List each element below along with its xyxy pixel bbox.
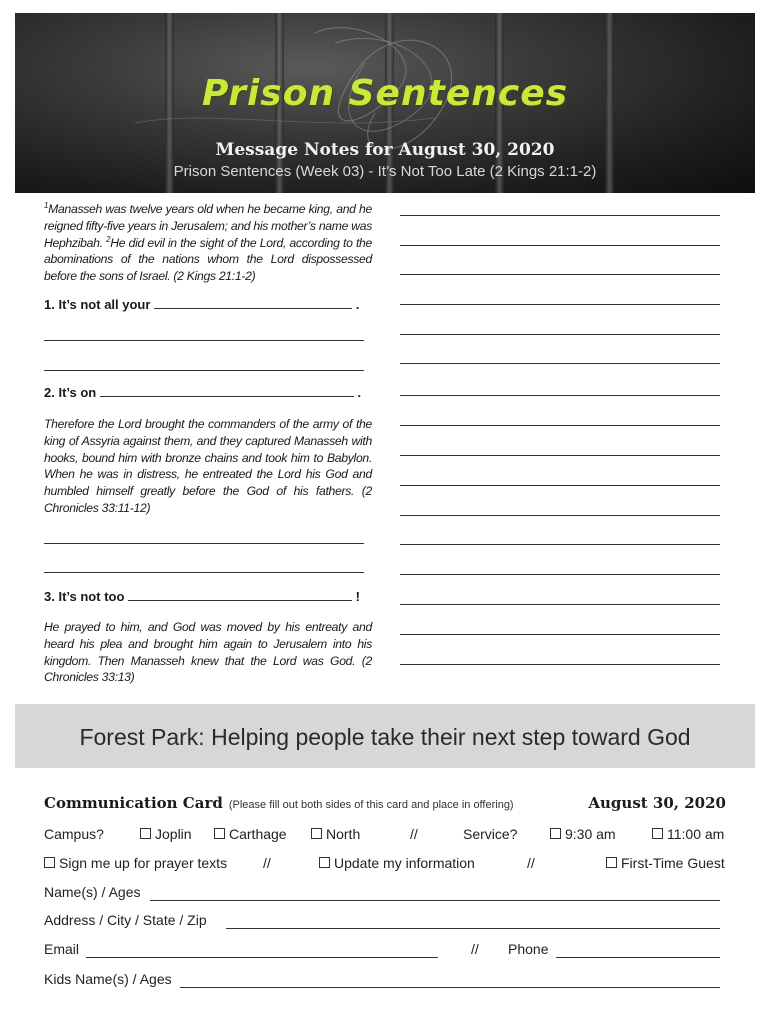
note-line[interactable] [400,515,720,516]
verse-number: 1 [44,200,49,210]
note-line[interactable] [44,370,364,371]
note-line[interactable] [400,334,720,335]
kids-input-line[interactable] [180,987,720,988]
note-line[interactable] [400,245,720,246]
option-label: Update my information [334,855,475,871]
option-label: 9:30 am [565,826,616,842]
note-line[interactable] [44,340,364,341]
note-line[interactable] [400,544,720,545]
address-input-line[interactable] [226,928,720,929]
checkbox[interactable] [140,828,151,839]
update-info-option[interactable] [319,855,475,871]
campus-north-option[interactable] [311,826,360,842]
card-date: August 30, 2020 [588,794,726,812]
option-label: First-Time Guest [621,855,725,871]
note-line[interactable] [44,572,364,573]
note-line[interactable] [400,363,720,364]
note-line[interactable] [44,543,364,544]
card-instructions: (Please fill out both sides of this card and place in offering) [228,799,514,811]
point-3-label: 3. It’s not too [44,589,125,604]
tagline-text: Forest Park: Helping people take their next step toward God [79,724,691,750]
first-time-guest-option[interactable] [606,855,725,871]
header-banner [15,13,755,193]
checkbox[interactable] [319,857,330,868]
separator: // [410,826,418,842]
point-3 [44,589,372,604]
service-1100-option[interactable] [652,826,724,842]
message-notes-heading: Message Notes for August 30, 2020 [215,140,555,160]
note-line[interactable] [400,395,720,396]
campus-label: Campus? [44,826,104,842]
scripture-2-kings [44,201,372,285]
point-2-label: 2. It’s on [44,385,97,400]
point-2-end: . [357,385,362,400]
point-2 [44,385,372,400]
note-line[interactable] [400,664,720,665]
prayer-texts-option[interactable] [44,855,227,871]
point-1-label: 1. It’s not all your [44,297,151,312]
phone-label: Phone [508,941,549,957]
note-line[interactable] [400,485,720,486]
email-input-line[interactable] [86,957,438,958]
checkbox[interactable] [550,828,561,839]
campus-joplin-option[interactable] [140,826,192,842]
communication-card-title [44,794,514,812]
note-line[interactable] [400,215,720,216]
point-1 [44,297,372,312]
note-line[interactable] [400,604,720,605]
point-3-blank[interactable] [128,589,352,601]
verse-number: 2 [106,234,111,244]
note-line[interactable] [400,425,720,426]
note-line[interactable] [400,634,720,635]
email-label: Email [44,941,80,957]
note-line[interactable] [400,274,720,275]
names-input-line[interactable] [150,900,720,901]
kids-label: Kids Name(s) / Ages [44,971,172,987]
checkbox[interactable] [311,828,322,839]
tagline-band [15,704,755,768]
banner-title: Prison Sentences [201,73,569,114]
service-930-option[interactable] [550,826,616,842]
option-label: Joplin [155,826,192,842]
scripture-2-chronicles-33-11: Therefore the Lord brought the commanders of the army of the king of Assyria against them, and they captured Manasseh with hooks, bound him with bronze chains and took him to Babylon. When he was in distress, he entreated the Lord his God and humbled himself greatly before the God of his fathers. (2 Chronicles 33:11-12) [44,417,372,515]
address-label: Address / City / State / Zip [44,912,207,928]
service-label: Service? [463,826,518,842]
separator: // [471,941,479,957]
series-subtitle: Prison Sentences (Week 03) - It’s Not Too Late (2 Kings 21:1-2) [173,163,597,180]
separator: // [263,855,271,871]
checkbox[interactable] [606,857,617,868]
scripture-text: Manasseh was twelve years old when he became king, and he reigned fifty-five years in Jerusalem; and his mother’s name was Hephzibah. [44,202,372,250]
note-line[interactable] [400,574,720,575]
point-3-end: ! [355,589,360,604]
scripture-text: He did evil in the sight of the Lord, according to the abominations of the nations whom the Lord dispossessed before the sons of Israel. (2 Kings 21:1-2) [44,235,373,284]
note-line[interactable] [400,455,720,456]
scripture-2-chronicles-33-13: He prayed to him, and God was moved by his entreaty and heard his plea and brought him again to Jerusalem into his kingdom. Then Manasseh knew that the Lord was God. (2 Chronicles 33:13) [44,620,372,685]
checkbox[interactable] [214,828,225,839]
campus-carthage-option[interactable] [214,826,287,842]
option-label: 11:00 am [667,826,725,842]
point-1-end: . [355,297,360,312]
option-label: Carthage [229,826,287,842]
point-2-blank[interactable] [100,385,354,397]
separator: // [527,855,535,871]
checkbox[interactable] [44,857,55,868]
option-label: Sign me up for prayer texts [59,855,228,871]
names-label: Name(s) / Ages [44,884,141,900]
phone-input-line[interactable] [556,957,720,958]
card-title-text: Communication Card [44,794,223,812]
checkbox[interactable] [652,828,663,839]
option-label: North [326,826,361,842]
point-1-blank[interactable] [154,297,352,309]
note-line[interactable] [400,304,720,305]
